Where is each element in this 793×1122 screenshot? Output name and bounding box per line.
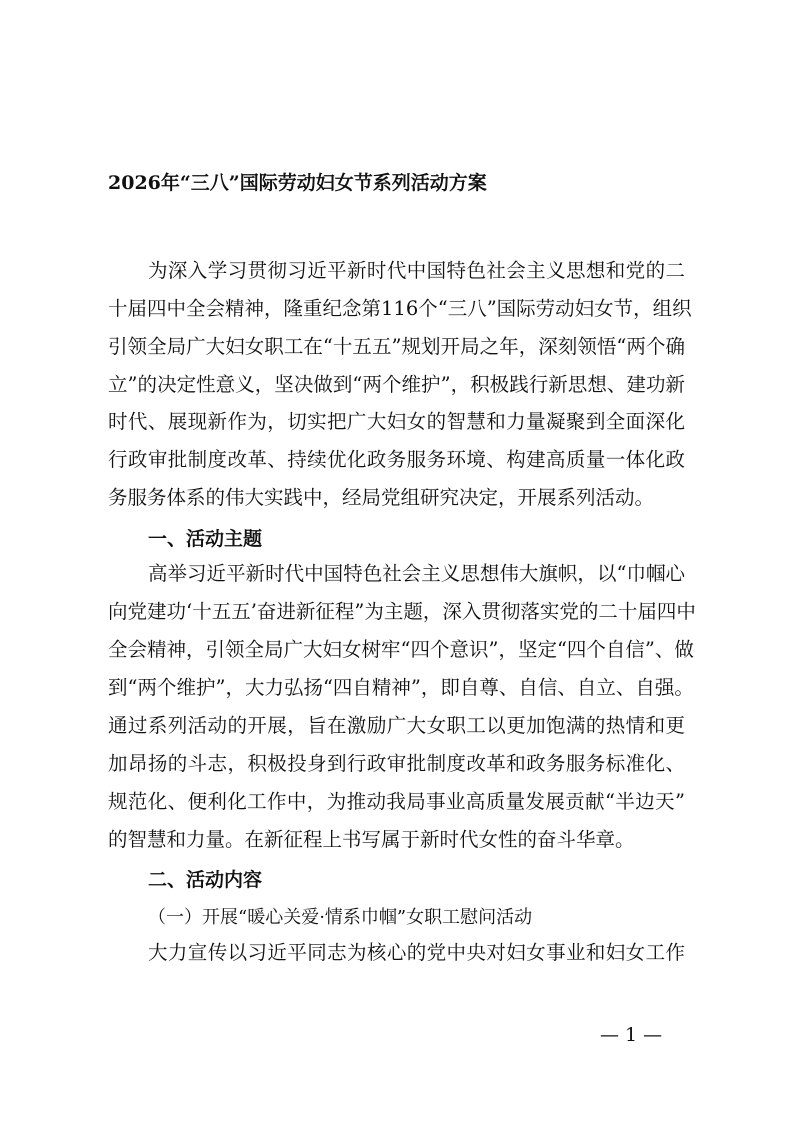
paragraph-line: 加昂扬的斗志，积极投身到行政审批制度改革和政务服务标准化、 [108, 752, 685, 775]
paragraph-line: 向党建功‘十五五’奋进新征程”为主题，深入贯彻落实党的二十届四中 [108, 600, 696, 623]
paragraph-line: 高举习近平新时代中国特色社会主义思想伟大旗帜，以“巾帼心 [148, 562, 685, 585]
paragraph-line: 全会精神，引领全局广大妇女树牢“四个意识”，坚定“四个自信”、做 [108, 638, 694, 661]
paragraph-line: 务服务体系的伟大实践中，经局党组研究决定，开展系列活动。 [108, 486, 655, 509]
paragraph-line: 立”的决定性意义，坚决做到“两个维护”，积极践行新思想、建功新 [108, 373, 685, 396]
paragraph-line: 行政审批制度改革、持续优化政务服务环境、构建高质量一体化政 [108, 448, 685, 471]
subsection-heading: （一）开展“暖心关爱·情系巾帼”女职工慰问活动 [148, 907, 533, 928]
paragraph-line: 十届四中全会精神，隆重纪念第116个“三八”国际劳动妇女节，组织 [108, 297, 692, 320]
document-title: 2026年“三八”国际劳动妇女节系列活动方案 [108, 172, 487, 194]
paragraph-line: 通过系列活动的开展，旨在激励广大女职工以更加饱满的热情和更 [108, 714, 685, 737]
paragraph-line: 规范化、便利化工作中，为推动我局事业高质量发展贡献“半边天” [108, 790, 685, 813]
page-number: — 1 — [600, 1024, 663, 1046]
section-heading: 一、活动主题 [148, 528, 263, 550]
paragraph-line: 引领全局广大妇女职工在“十五五”规划开局之年，深刻领悟“两个确 [108, 335, 685, 358]
section-heading: 二、活动内容 [148, 869, 263, 891]
paragraph-line: 到“两个维护”，大力弘扬“四自精神”，即自尊、自信、自立、自强。 [108, 676, 694, 699]
paragraph-line: 的智慧和力量。在新征程上书写属于新时代女性的奋斗华章。 [108, 828, 635, 851]
paragraph-line: 为深入学习贯彻习近平新时代中国特色社会主义思想和党的二 [148, 259, 685, 282]
paragraph-line: 大力宣传以习近平同志为核心的党中央对妇女事业和妇女工作 [148, 941, 685, 964]
paragraph-line: 时代、展现新作为，切实把广大妇女的智慧和力量凝聚到全面深化 [108, 410, 685, 433]
